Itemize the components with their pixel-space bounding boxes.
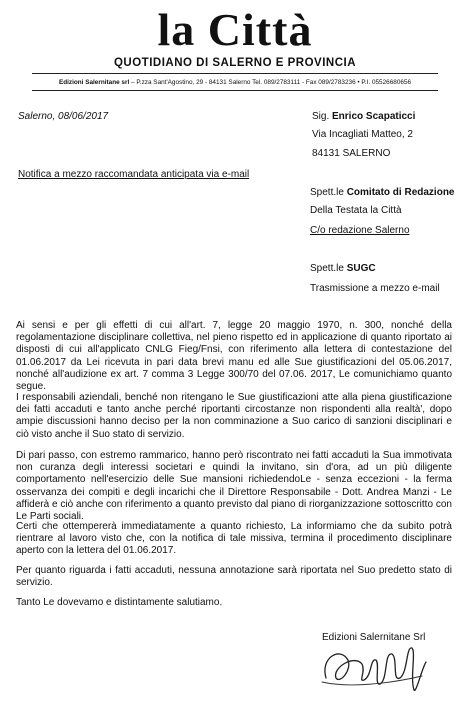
handwritten-signature xyxy=(318,638,430,698)
publisher-name: Edizioni Salernitane srl xyxy=(58,79,130,86)
signature-block: Edizioni Salernitane Srl xyxy=(322,632,426,643)
body-paragraph-5: Per quanto riguarda i fatti accaduti, nessuna annotazione sarà riportata nel Suo predetto stato di servizio. xyxy=(16,565,452,589)
body-paragraph-6: Tanto Le dovevamo e distintamente salutiamo. xyxy=(16,597,223,608)
cc1-prefix: Spett.le xyxy=(310,187,347,198)
recipient-name-line xyxy=(312,111,415,123)
cc1-line2: Della Testata la Città xyxy=(310,205,402,216)
body-paragraph-4: Certi che ottempererà immediatamente a quanto richiesto, La informiamo che da subito potrà rientrare al lavoro visto che, con la notifica di tale missiva, termina il procedimento disciplinare aperto con la lettera del 01.06.2017. xyxy=(16,521,452,557)
masthead-rule-bottom xyxy=(32,90,438,91)
recipient-city: 84131 SALERNO xyxy=(312,148,391,159)
body-paragraph-3: Di pari passo, con estremo rammarico, hanno però riscontrato nei fatti accaduti la Sua immotivata non curanza degli interessi societari e quindi la invitano, sin d'ora, ad un più diligente comportamento nell'esercizio delle Sue mansioni richiedendoLe - senza eccezioni - la ferma osservanza dei compiti e degli incarichi che il Direttore Responsabile - Dott. Andrea Manzi - Le affiderà e ciò anche con riferimento a quanto previsto dal piano di riorganizzazione sottoscritto con Le Parti sociali. xyxy=(16,450,452,523)
place-date: Salerno, 08/06/2017 xyxy=(18,111,109,122)
cc2-prefix: Spett.le xyxy=(310,263,347,274)
cc2-name-line xyxy=(310,263,376,275)
recipient-prefix: Sig. xyxy=(312,111,333,122)
body-paragraph-2: I responsabili aziendali, benché non ritengano le Sue giustificazioni atte alla piena giustificazione dei fatti accaduti e tanto anche perché riportanti circostanze non rispondenti alla realtà', dopo ampie discussioni hanno deciso per la non comminazione a Suo carico di sanzioni disciplinari e ciò visto anche il Suo stato di servizio. xyxy=(16,392,452,440)
publisher-info xyxy=(0,79,470,86)
recipient-name: Enrico Scapaticci xyxy=(332,111,416,122)
masthead-logo-title: la Città xyxy=(157,4,313,55)
cc1-name-line xyxy=(310,187,455,199)
cc1-line3: C/o redazione Salerno xyxy=(310,225,410,236)
recipient-street: Via Incagliati Matteo, 2 xyxy=(312,129,413,140)
publisher-details: – P.zza Sant'Agostino, 29 - 84131 Salerno Tel. 089/2783111 - Fax 089/2783236 • P.I. 05526680656 xyxy=(129,79,412,86)
cc2-name: SUGC xyxy=(346,263,376,274)
body-paragraph-1: Ai sensi e per gli effetti di cui all'art. 7, legge 20 maggio 1970, n. 300, nonché della regolamentazione disciplinare collettiva, nel pieno rispetto ed in applicazione di quanto riportato ai disposti di cui all'applicato CNLG Fieg/Fnsi, con riferimento alla lettera di contestazione del 01.06.2017 da Lei ricevuta in pari data brevi manu ed alle Sue giustificazioni del 05.06.2017, nonché all'audizione ex art. 7 comma 3 Legge 300/70 del 07.06. 2017, Le comunichiamo quanto segue. xyxy=(16,320,452,393)
masthead-rule-top xyxy=(32,73,438,74)
cc2-line2: Trasmissione a mezzo e-mail xyxy=(310,283,440,294)
cc1-name: Comitato di Redazione xyxy=(346,187,455,198)
masthead-subtitle: QUOTIDIANO DI SALERNO E PROVINCIA xyxy=(113,57,357,69)
notice-line: Notifica a mezzo raccomandata anticipata via e-mail xyxy=(18,169,250,180)
